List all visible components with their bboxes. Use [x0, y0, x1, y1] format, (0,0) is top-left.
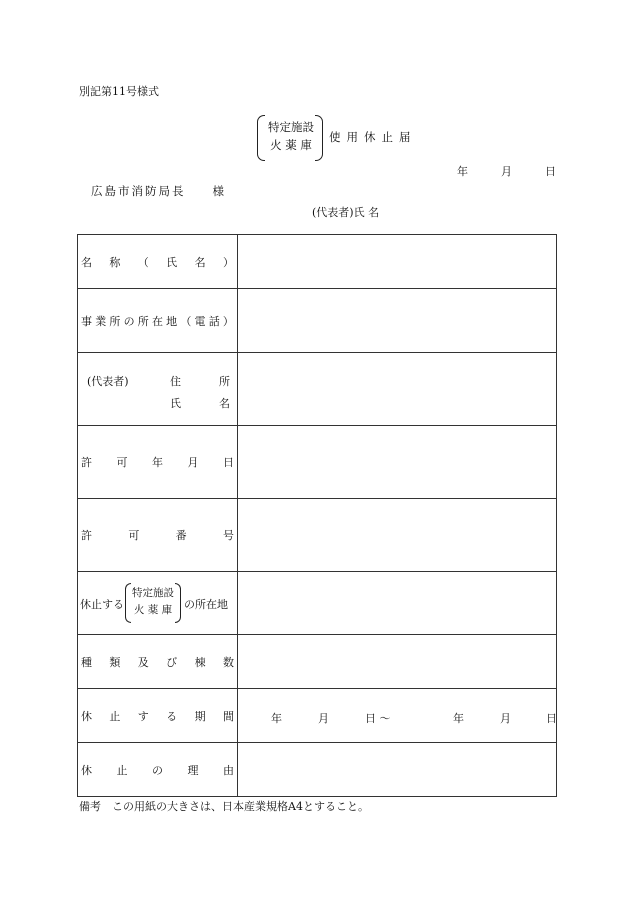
rep-address-label: 住 所: [170, 375, 230, 388]
table-row-permit-date: [78, 426, 557, 499]
table-row-name: [78, 235, 557, 289]
date-line: [457, 163, 556, 179]
name-label: 名 称 （ 氏 名 ）: [78, 235, 238, 289]
office-address-field[interactable]: [238, 289, 557, 353]
period-label: 休 止 す る 期 間: [78, 689, 238, 743]
table-row-reason: [78, 743, 557, 797]
period-end-month: 月: [500, 712, 511, 725]
rep-prefix: (代表者): [87, 375, 129, 388]
title-stack: [265, 118, 317, 154]
table-row-permit-number: [78, 499, 557, 572]
period-start-day: 日 〜: [365, 712, 391, 725]
right-bracket: [315, 115, 323, 161]
right-bracket: [175, 583, 181, 623]
closure-location-field[interactable]: [238, 572, 557, 635]
table-row-period: [78, 689, 557, 743]
closure-stack: 特定施設 火 薬 庫: [132, 587, 174, 616]
permit-date-field[interactable]: [238, 426, 557, 499]
addressee: 広島市消防局長 様: [91, 184, 226, 198]
reason-label: 休 止 の 理 由: [78, 743, 238, 797]
office-address-label: 事 業 所 の 所 在 地 （ 電 話 ）: [78, 289, 238, 353]
reason-field[interactable]: [238, 743, 557, 797]
permit-number-label: 許 可 番 号: [78, 499, 238, 572]
representative-name-line: (代表者)氏 名: [312, 206, 380, 219]
table-row-types: [78, 635, 557, 689]
title-stack-top: 特定施設: [268, 120, 314, 134]
remarks-note: 備考 この用紙の大きさは、日本産業規格A4とすること。: [79, 800, 369, 813]
form-number: 別記第11号様式: [79, 85, 159, 98]
table-row-closure-location: [78, 572, 557, 635]
left-bracket: [257, 115, 265, 161]
closure-suffix: の所在地: [184, 598, 228, 611]
closure-prefix: 休止する: [80, 598, 124, 611]
period-end-day: 日: [546, 712, 557, 725]
closure-location-label: [78, 572, 238, 635]
name-field[interactable]: [238, 235, 557, 289]
period-end-year: 年: [453, 712, 464, 725]
title-suffix: 使用休止届: [329, 130, 417, 144]
table-row-office: [78, 289, 557, 353]
period-start-year: 年: [271, 712, 282, 725]
representative-field[interactable]: [238, 353, 557, 426]
permit-date-label: 許 可 年 月 日: [78, 426, 238, 499]
representative-label: [78, 353, 238, 426]
types-label: 種 類 及 び 棟 数: [78, 635, 238, 689]
permit-number-field[interactable]: [238, 499, 557, 572]
types-field[interactable]: [238, 635, 557, 689]
date-month: 月: [501, 165, 512, 178]
title-stack-bottom: 火 薬 庫: [270, 138, 312, 152]
table-row-representative: [78, 353, 557, 426]
rep-name-label: 氏 名: [170, 397, 230, 410]
period-field[interactable]: [238, 689, 557, 743]
date-day: 日: [545, 165, 556, 178]
date-year: 年: [457, 165, 468, 178]
document-title: [257, 115, 427, 161]
form-table: [77, 234, 557, 797]
period-start-month: 月: [318, 712, 329, 725]
